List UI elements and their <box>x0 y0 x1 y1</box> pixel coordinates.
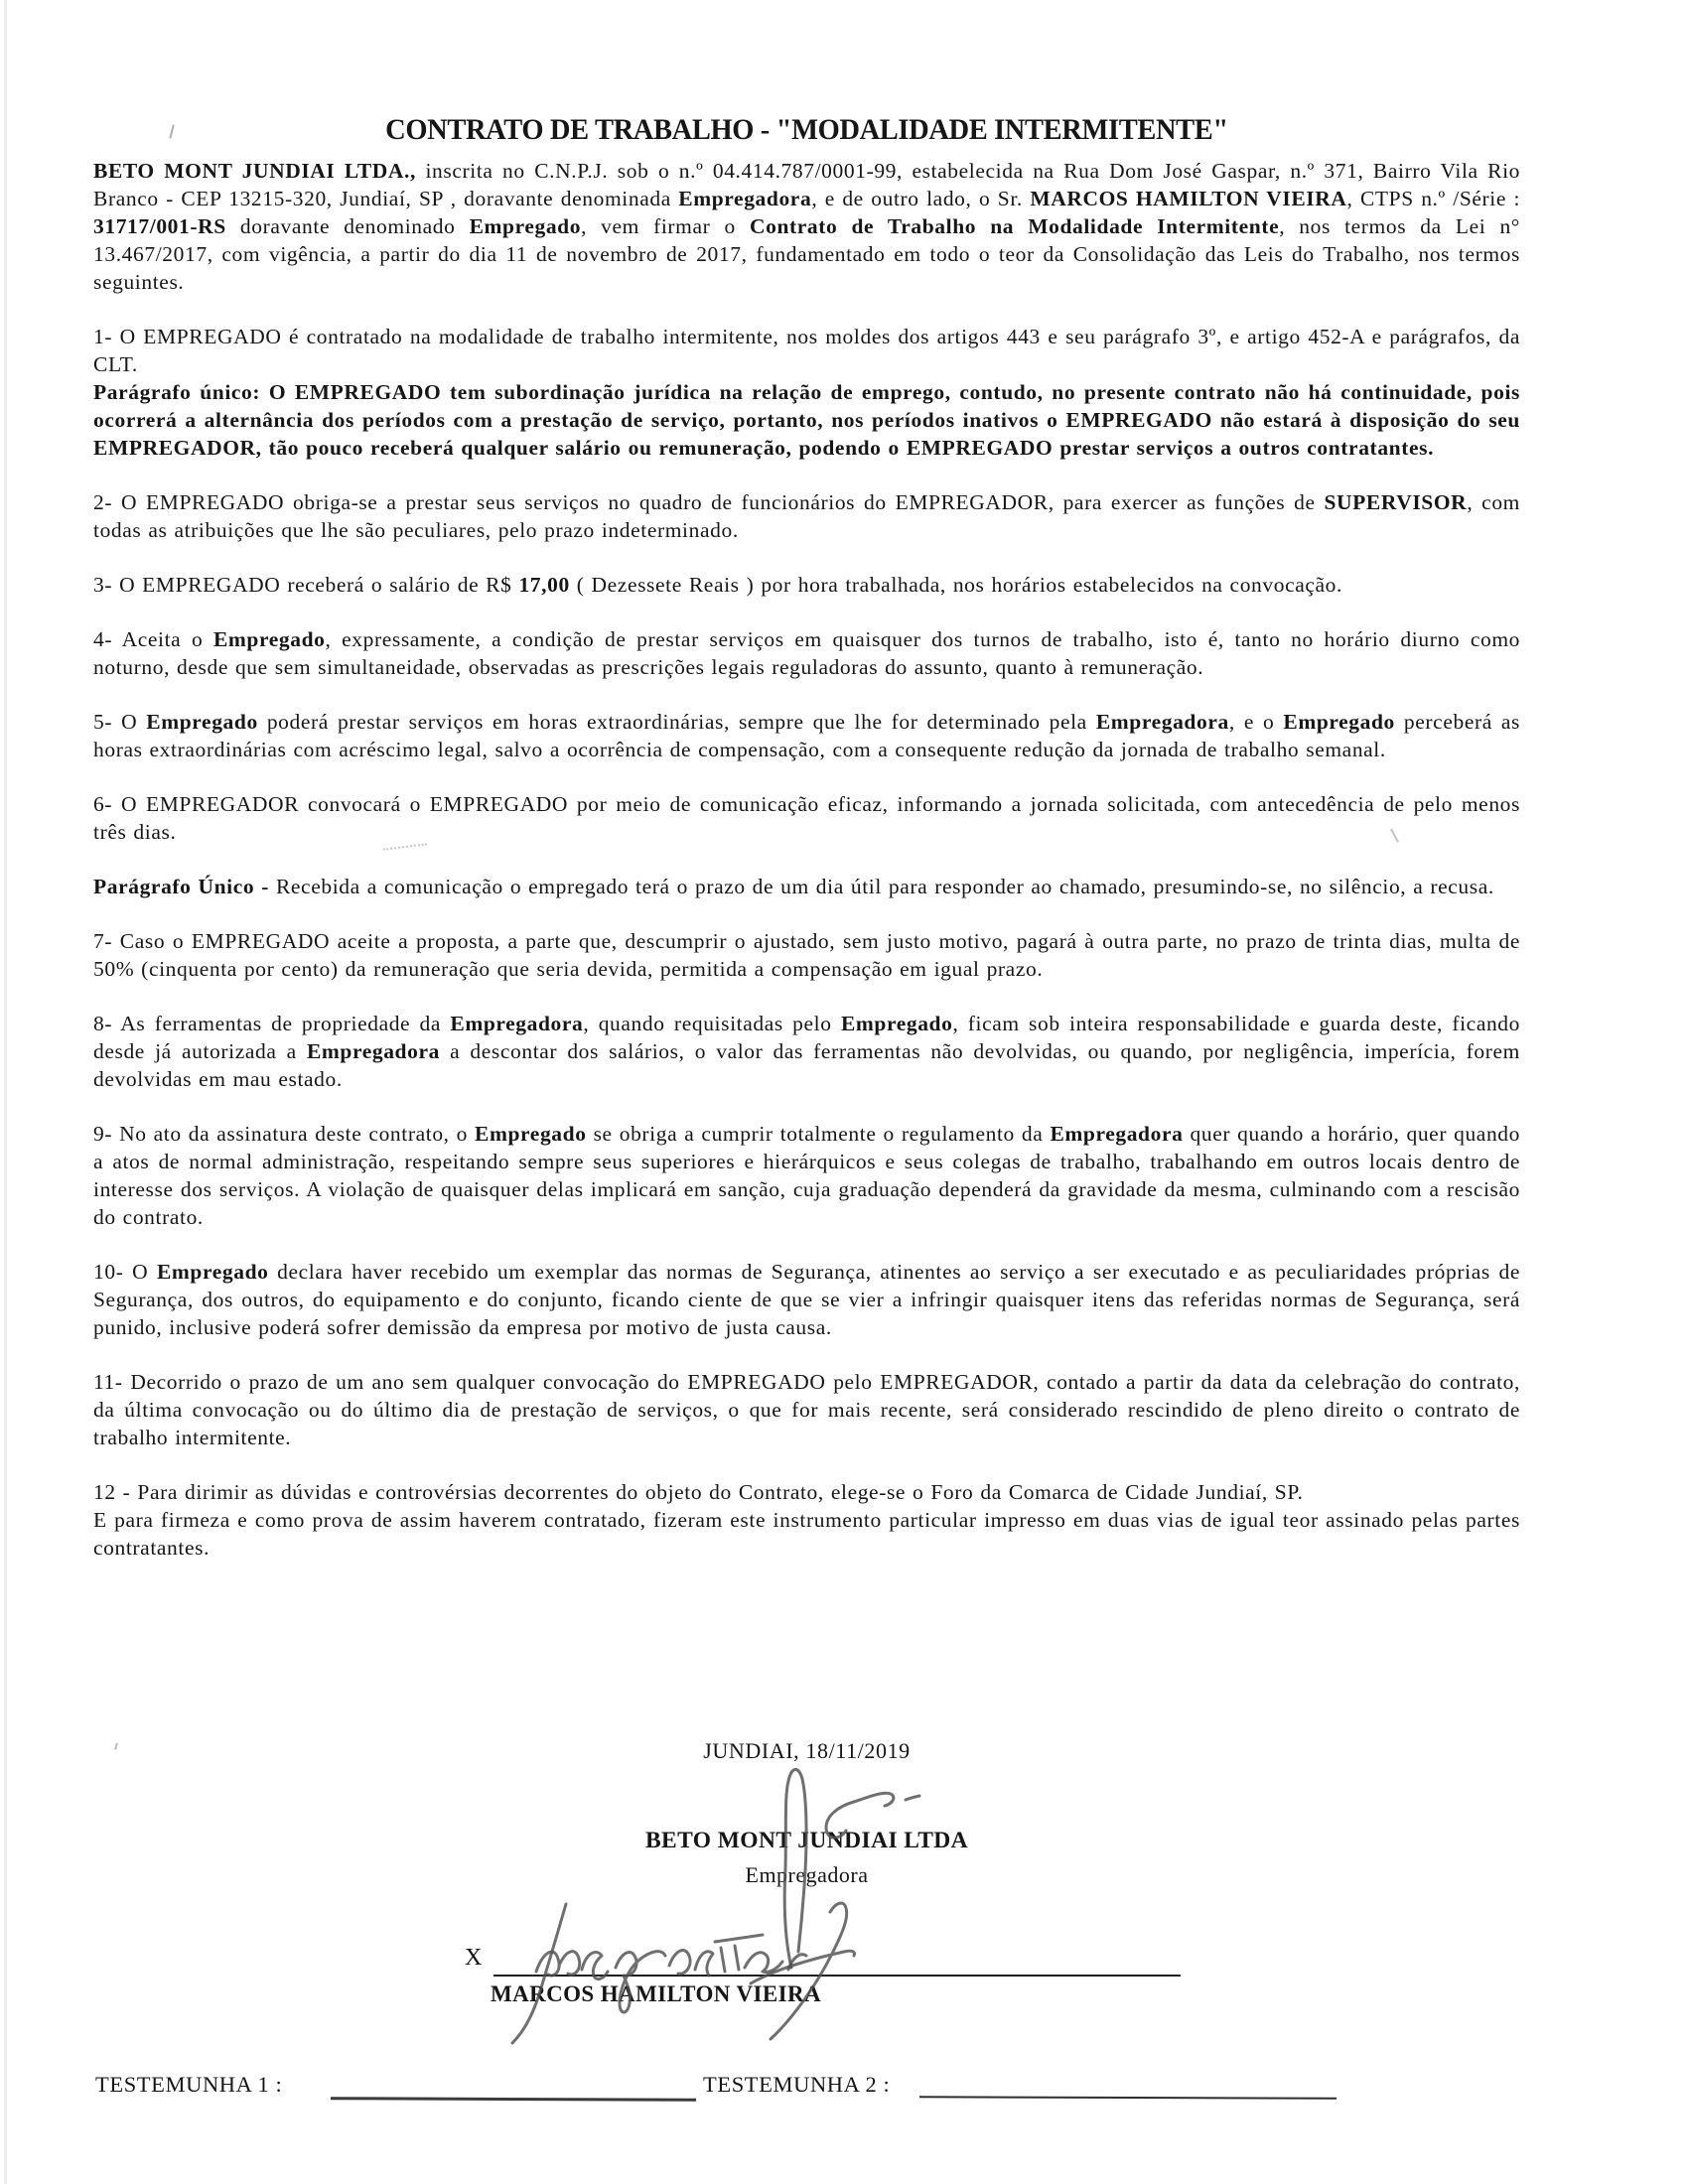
clause-10-paragraph: 10- O Empregado declara haver recebido um exemplar das normas de Segurança, atinentes ao serviço a ser executado e as peculiaridades próprias de Segurança, dos outros, do equipamento e do conjunto, ficando ciente de que se vier a infringir quaisquer itens das referidas normas de Segurança, será punido, inclusive poderá sofrer demissão da empresa por motivo de justa causa. <box>93 1260 1520 1339</box>
employee-name: MARCOS HAMILTON VIEIRA <box>491 1981 821 2006</box>
scan-edge-artifact <box>4 0 7 2184</box>
employee-signature-flourish <box>751 1903 855 2039</box>
employer-name: BETO MONT JUNDIAI LTDA <box>644 1828 969 1853</box>
intro-paragraph: BETO MONT JUNDIAI LTDA., inscrita no C.N.P.J. sob o n.º 04.414.787/0001-99, estabelecida na Rua Dom José Gaspar, n.º 371, Bairro Vila Rio Branco - CEP 13215-320, Jundiaí, SP , doravante denominada Empregadora, e de outro lado, o Sr. MARCOS HAMILTON VIEIRA, CTPS n.º /Série : 31717/001-RS doravante denominado Empregado, vem firmar o Contrato de Trabalho na Modalidade Intermitente, nos termos da Lei n° 13.467/2017, com vigência, a partir do dia 11 de novembro de 2017, fundamentado em todo o teor da Consolidação das Leis do Trabalho, nos termos seguintes. <box>93 159 1521 294</box>
clause-7-paragraph: 7- Caso o EMPREGADO aceite a proposta, a parte que, descumprir o ajustado, sem justo motivo, pagará à outra parte, no prazo de trinta dias, multa de 50% (cinquenta por cento) da remuneração que seria devida, permitida a compensação em igual prazo. <box>93 929 1520 981</box>
signature-x-label: X <box>465 1945 483 1971</box>
contract-title: CONTRATO DE TRABALHO - "MODALIDADE INTERMITENTE" <box>385 113 1228 146</box>
witness-1-signature-line <box>331 2097 696 2102</box>
employer-signature-dash <box>906 1796 919 1800</box>
employer-role-label: Empregadora <box>745 1862 869 1887</box>
clause-5-paragraph: 5- O Empregado poderá prestar serviços em horas extraordinárias, sempre que lhe for determinado pela Empregadora, e o Empregado perceberá as horas extraordinárias com acréscimo legal, salvo a ocorrência de compensação, com a consequente redução da jornada de trabalho semanal. <box>93 710 1520 761</box>
clause-3-paragraph: 3- O EMPREGADO receberá o salário de R$ 17,00 ( Dezessete Reais ) por hora trabalhada, nos horários estabelecidos na convocação. <box>93 573 1342 597</box>
place-date-line: JUNDIAI, 18/11/2019 <box>703 1738 911 1763</box>
witness-1-label: TESTEMUNHA 1 : <box>95 2072 283 2097</box>
clause-4-paragraph: 4- Aceita o Empregado, expressamente, a condição de prestar serviços em quaisquer dos turnos de trabalho, isto é, tanto no horário diurno como noturno, desde que sem simultaneidade, observadas as prescrições legais reguladoras do assunto, quanto à remuneração. <box>93 627 1520 679</box>
clause-1-paragraph: 1- O EMPREGADO é contratado na modalidade de trabalho intermitente, nos moldes dos artigos 443 e seu parágrafo 3º, e artigo 452-A e parágrafos, da CLT. Parágrafo único: O EMPREGADO tem subordinação jurídica na relação de emprego, contudo, no presente contrato não há continuidade, pois ocorrerá a alternância dos períodos com a prestação de serviço, portanto, nos períodos inativos o EMPREGADO não estará à disposição do seu EMPREGADOR, tão pouco receberá qualquer salário ou remuneração, podendo o EMPREGADO prestar serviços a outros contratantes. <box>93 325 1520 460</box>
contract-body <box>93 157 1520 1562</box>
handwritten-signatures <box>397 1757 1251 2085</box>
clause-2-paragraph: 2- O EMPREGADO obriga-se a prestar seus serviços no quadro de funcionários do EMPREGADOR, para exercer as funções de SUPERVISOR, com todas as atribuições que lhe são peculiares, pelo prazo indeterminado. <box>93 490 1520 542</box>
employee-signature-line <box>493 1975 1181 1977</box>
employee-signature-lead-stroke <box>512 1904 566 2043</box>
witness-2-label: TESTEMUNHA 2 : <box>703 2072 891 2097</box>
paragrafo-unico-paragraph: Parágrafo Único - Recebida a comunicação o empregado terá o prazo de um dia útil para responder ao chamado, presumindo-se, no silêncio, a recusa. <box>93 875 1494 898</box>
clause-9-paragraph: 9- No ato da assinatura deste contrato, o Empregado se obriga a cumprir totalmente o regulamento da Empregadora quer quando a horário, quer quando a atos de normal administração, respeitando sempre seus superiores e hierárquicos e seus colegas de trabalho, trabalhando em outros locais dentro de interesse dos serviços. A violação de quaisquer delas implicará em sanção, cuja graduação dependerá da gravidade da mesma, culminando com a rescisão do contrato. <box>93 1122 1520 1229</box>
clause-11-paragraph: 11- Decorrido o prazo de um ano sem qualquer convocação do EMPREGADO pelo EMPREGADOR, contado a partir da data da celebração do contrato, da última convocação ou do último dia de prestação de serviços, o que for mais recente, será considerado rescindido de pleno direito o contrato de trabalho intermitente. <box>93 1370 1520 1449</box>
clause-6-paragraph: 6- O EMPREGADOR convocará o EMPREGADO por meio de comunicação eficaz, informando a jornada solicitada, com antecedência de pelo menos três dias. <box>93 792 1520 844</box>
witness-2-signature-line <box>919 2096 1336 2099</box>
clause-12-paragraph: 12 - Para dirimir as dúvidas e controvérsias decorrentes do objeto do Contrato, elege-se o Foro da Comarca de Cidade Jundiaí, SP. E para firmeza e como prova de assim haverem contratado, fizeram este instrumento particular impresso em duas vias de igual teor assinado pelas partes contratantes. <box>93 1480 1520 1560</box>
clause-8-paragraph: 8- As ferramentas de propriedade da Empregadora, quando requisitadas pelo Empregado, ficam sob inteira responsabilidade e guarda deste, ficando desde já autorizada a Empregadora a descontar dos salários, o valor das ferramentas não devolvidas, ou quando, por negligência, imperícia, forem devolvidas em mau estado. <box>93 1012 1521 1091</box>
